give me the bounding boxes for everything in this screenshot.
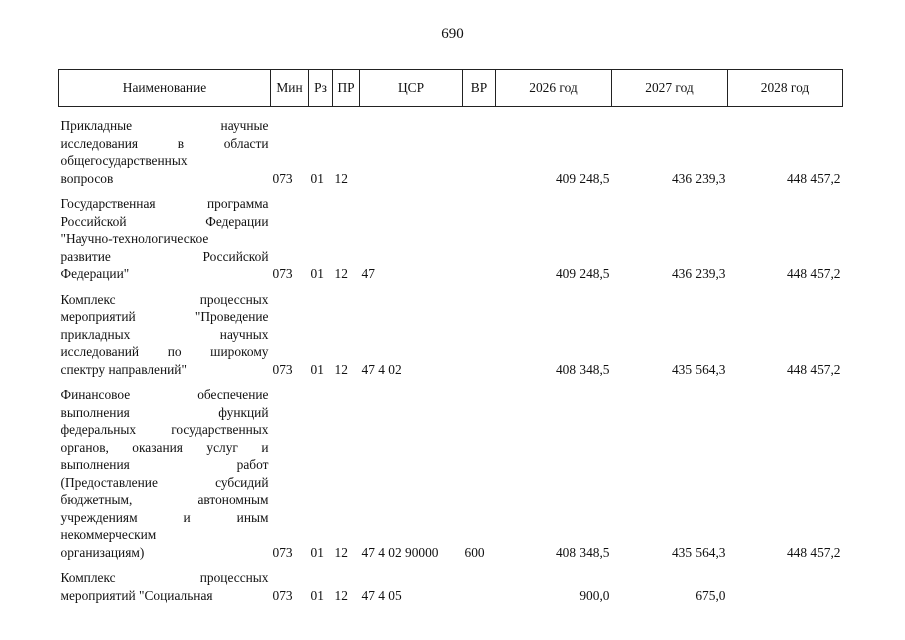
cell-vr <box>463 561 496 604</box>
cell-2026: 409 248,5 <box>555 266 610 281</box>
header-min: Мин <box>271 70 309 107</box>
name-line: "Научно-технологическое <box>60 231 209 246</box>
name-line: бюджетным, автономным <box>60 492 269 507</box>
cell-2028: 448 457,2 <box>786 544 841 560</box>
table-row <box>59 561 843 604</box>
name-line: организациям) <box>60 544 145 560</box>
cell-2028: 448 457,2 <box>786 170 841 186</box>
cell-2028 <box>728 561 843 604</box>
table-header-row <box>59 70 843 107</box>
name-line: спектру направлений" <box>60 361 187 377</box>
name-line: некоммерческим <box>60 527 157 542</box>
name-line: Финансовое обеспечение <box>60 387 269 402</box>
cell-min: 073 <box>272 544 293 560</box>
cell-2026: 408 348,5 <box>555 544 610 560</box>
cell-2026: 900,0 <box>579 587 610 603</box>
header-vr: ВР <box>463 70 496 107</box>
name-line: Государственная программа <box>60 196 269 211</box>
name-line: Комплекс процессных <box>60 291 269 307</box>
name-line: выполнения функций <box>60 404 269 420</box>
header-2026: 2026 год <box>496 70 612 107</box>
cell-name <box>59 187 271 283</box>
cell-rz: 01 <box>310 361 324 377</box>
cell-pr: 12 <box>334 361 348 377</box>
cell-csr <box>360 107 463 188</box>
header-pr: ПР <box>333 70 360 107</box>
cell-vr <box>463 107 496 188</box>
cell-2027: 675,0 <box>695 587 726 603</box>
cell-pr: 12 <box>334 170 348 186</box>
cell-2028: 448 457,2 <box>786 266 841 281</box>
name-line: исследований по широкому <box>60 344 269 359</box>
cell-vr: 600 <box>464 544 485 560</box>
table-row <box>59 378 843 561</box>
name-line: прикладных научных <box>60 326 269 342</box>
name-line: Комплекс процессных <box>60 570 269 585</box>
cell-min: 073 <box>272 587 293 603</box>
name-line: (Предоставление субсидий <box>60 474 269 490</box>
cell-min: 073 <box>272 266 293 281</box>
cell-vr <box>463 283 496 379</box>
cell-pr: 12 <box>334 587 348 603</box>
cell-rz: 01 <box>310 170 324 186</box>
cell-pr: 12 <box>334 266 348 281</box>
cell-2027: 436 239,3 <box>671 266 726 281</box>
name-line: органов, оказания услуг и <box>60 439 269 455</box>
table-row <box>59 187 843 283</box>
cell-name <box>59 561 271 604</box>
name-line: мероприятий "Социальная <box>60 587 213 603</box>
cell-2027: 435 564,3 <box>671 361 726 377</box>
header-2027: 2027 год <box>612 70 728 107</box>
cell-name <box>59 378 271 561</box>
cell-min: 073 <box>272 170 293 186</box>
name-line: Российской Федерации <box>60 213 269 229</box>
cell-name <box>59 107 271 188</box>
page-number: 690 <box>441 26 464 42</box>
name-line: выполнения работ <box>60 457 269 472</box>
header-2028: 2028 год <box>728 70 843 107</box>
header-name: Наименование <box>59 70 271 107</box>
cell-2027: 436 239,3 <box>671 170 726 186</box>
name-line: общегосударственных <box>60 153 188 168</box>
cell-csr: 47 4 02 90000 <box>361 544 439 560</box>
cell-2028: 448 457,2 <box>786 361 841 377</box>
cell-2027: 435 564,3 <box>671 544 726 560</box>
name-line: учреждениям и иным <box>60 509 269 525</box>
table-row <box>59 283 843 379</box>
cell-csr: 47 4 05 <box>361 587 402 603</box>
name-line: вопросов <box>60 170 114 186</box>
name-line: Прикладные научные <box>60 118 269 133</box>
cell-rz: 01 <box>310 544 324 560</box>
cell-min: 073 <box>272 361 293 377</box>
name-line: Федерации" <box>60 266 130 281</box>
cell-rz: 01 <box>310 587 324 603</box>
cell-pr: 12 <box>334 544 348 560</box>
cell-rz: 01 <box>310 266 324 281</box>
name-line: исследования в области <box>60 135 269 151</box>
table-body <box>59 107 843 605</box>
budget-table <box>58 69 843 604</box>
cell-name <box>59 283 271 379</box>
table-row <box>59 107 843 188</box>
name-line: мероприятий "Проведение <box>60 309 269 324</box>
cell-2026: 408 348,5 <box>555 361 610 377</box>
name-line: федеральных государственных <box>60 422 269 437</box>
cell-csr: 47 4 02 <box>361 361 402 377</box>
cell-2026: 409 248,5 <box>555 170 610 186</box>
name-line: развитие Российской <box>60 248 269 264</box>
header-rz: Рз <box>309 70 333 107</box>
cell-csr: 47 <box>361 266 375 281</box>
header-csr: ЦСР <box>360 70 463 107</box>
cell-vr <box>463 187 496 283</box>
